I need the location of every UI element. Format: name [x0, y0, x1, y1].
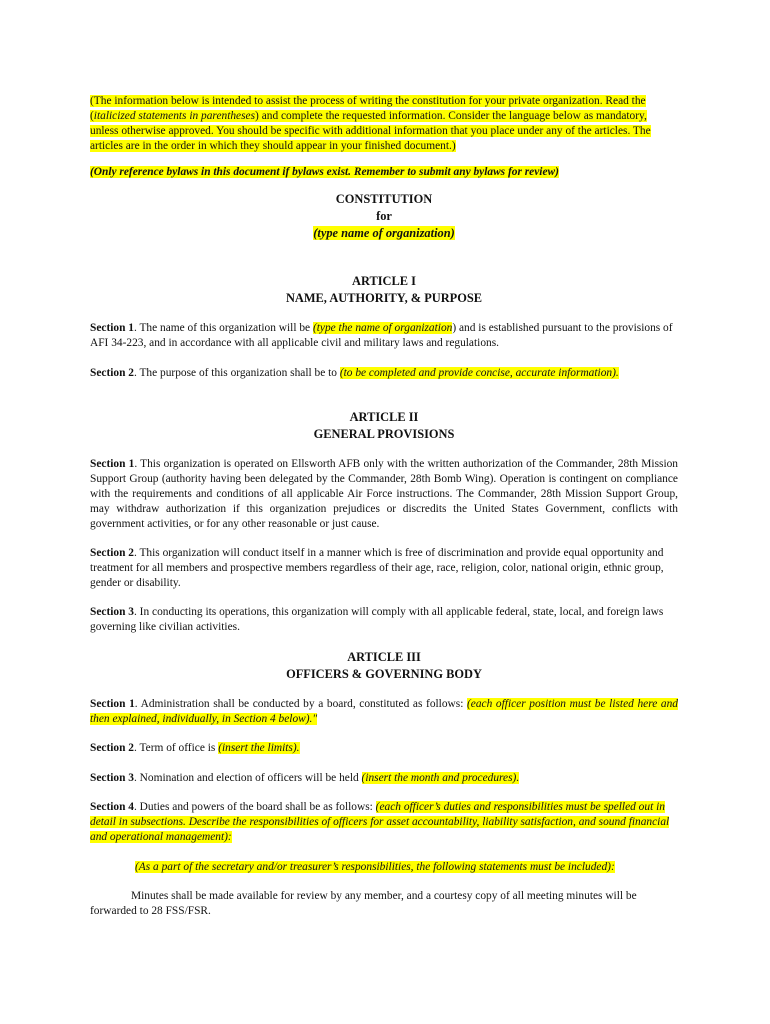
minutes-paragraph: [90, 889, 678, 919]
section-label: Section 3: [90, 772, 134, 784]
section-text: . Nomination and election of officers will be held: [133, 772, 362, 784]
section-label: Section 2: [90, 367, 134, 379]
article-2-subheading: GENERAL PROVISIONS: [313, 427, 455, 441]
section-text: . In conducting its operations, this organization will comply with all applicable federal, state, local, and foreign laws governing like civilian activities.: [90, 606, 664, 633]
article-2-section-2: [90, 546, 678, 591]
section-placeholder: (each officer position must be listed here and then explained, individually, in Section 4 below).": [90, 698, 678, 725]
section-text: . This organization will conduct itself in a manner which is free of discrimination and provide equal opportunity and treatment for all members and prospective members regardless of their age, race, religion, color, national origin, ethnic group, gender or disability.: [90, 547, 664, 589]
section-text: . This organization is operated on Ellsworth AFB only with the written authorization of the Commander, 28th Mission Support Group (authority having been delegated by the Commander, 28th Bomb Wing). Operation is contingent on compliance with the requirements and conditions of all applicable Air Force instructions. The Commander, 28th Mission Support Group, may withdraw authorization if this organization prejudices or discredits the United States Government, conflicts with government activities, or for any other reasonable or just cause.: [90, 458, 678, 530]
bylaws-note-text: (Only reference bylaws in this document if bylaws exist. Remember to submit any bylaws for review): [90, 166, 559, 178]
intro-italic-phrase: italicized statements in parentheses: [93, 110, 256, 122]
section-text: . Administration shall be conducted by a board, constituted as follows:: [134, 698, 467, 710]
section-label: Section 1: [90, 322, 134, 334]
section-placeholder: (insert the month and procedures).: [361, 772, 520, 784]
doc-title: CONSTITUTION: [335, 192, 433, 206]
intro-text-start: (The information below is intended to assist the process of writing the constitution for your private organization. Read the (: [90, 95, 646, 122]
doc-title-for: for: [376, 209, 392, 223]
section-text: . The purpose of this organization shall be to: [133, 367, 340, 379]
section-label: Section 4: [90, 801, 134, 813]
minutes-text: Minutes shall be made available for review by any member, and a courtesy copy of all meeting minutes will be forwarded to 28 FSS/FSR.: [90, 890, 637, 917]
article-1-heading: ARTICLE I: [352, 274, 416, 288]
intro-text-end: ) and complete the requested information. Consider the language below as mandatory, unless otherwise approved. You should be specific with additional information that you place under any of the articles. The articles are in the order in which they should appear in your finished document.): [90, 110, 651, 152]
section-label: Section 2: [90, 547, 134, 559]
section-label: Section 2: [90, 742, 134, 754]
section-label: Section 3: [90, 606, 134, 618]
article-2-section-1: [90, 457, 678, 532]
section-placeholder: (type the name of organization: [312, 322, 453, 334]
section-label: Section 1: [90, 458, 135, 470]
bylaws-note: [90, 165, 678, 180]
section-label: Section 1: [90, 698, 135, 710]
section-placeholder: (to be completed and provide concise, accurate information).: [339, 367, 619, 379]
secretary-note-text: (As a part of the secretary and/or treasurer’s responsibilities, the following statements must be included):: [135, 861, 615, 873]
article-1-section-1: [90, 321, 678, 351]
article-2-heading: ARTICLE II: [349, 410, 419, 424]
article-3-section-3: [90, 771, 678, 786]
section-text: . Duties and powers of the board shall be as follows:: [133, 801, 376, 813]
section-text: . The name of this organization will be: [133, 322, 313, 334]
article-3-subheading: OFFICERS & GOVERNING BODY: [286, 667, 482, 681]
article-3-heading: ARTICLE III: [347, 650, 421, 664]
doc-title-org: [90, 225, 678, 242]
article-2-section-3: [90, 605, 678, 635]
article-3-section-4: [90, 800, 678, 845]
section-text: . Term of office is: [133, 742, 219, 754]
secretary-treasurer-note: [135, 860, 678, 875]
section-placeholder: (each officer’s duties and responsibilities must be spelled out in detail in subsections. Describe the responsibilities of officers for asset accountability, liability satisfaction, and sound financial and operational management):: [90, 801, 670, 843]
article-1-subheading: NAME, AUTHORITY, & PURPOSE: [285, 291, 483, 305]
article-1-section-2: [90, 366, 678, 381]
intro-instructions: [90, 94, 678, 154]
section-placeholder: (insert the limits).: [218, 742, 300, 754]
org-name-placeholder: (type name of organization): [313, 226, 455, 240]
section-text: ) and is established pursuant to the provisions of AFI 34-223, and in accordance with all applicable civil and military laws and regulations.: [90, 322, 673, 349]
article-3-section-1: [90, 697, 678, 727]
article-3-section-2: [90, 741, 678, 756]
